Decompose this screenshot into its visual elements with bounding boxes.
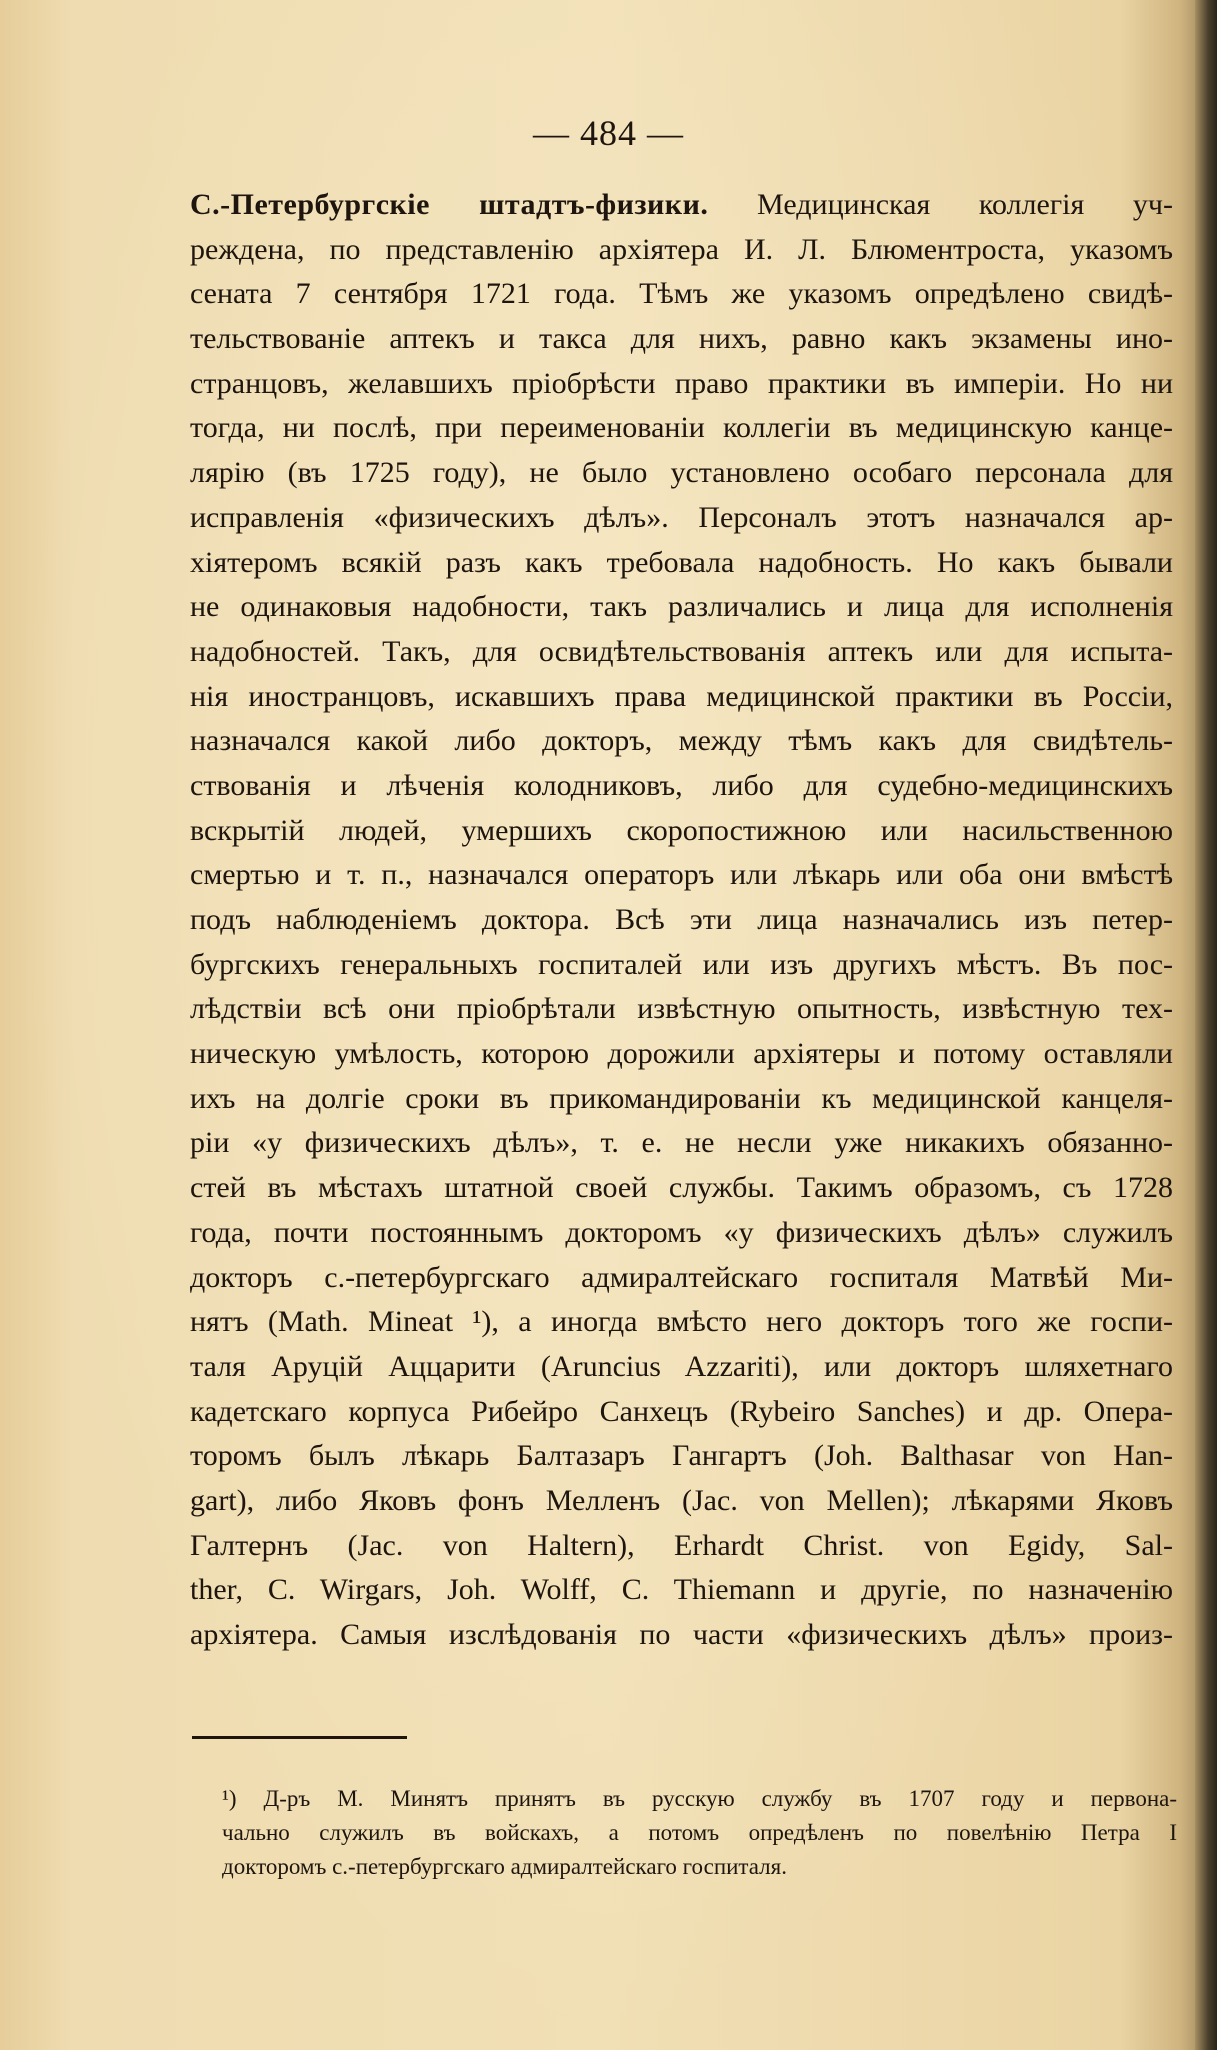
text-line: ствованія и лѣченія колодниковъ, либо для судебно-медицинскихъ: [190, 768, 1173, 802]
text-line: лярію (въ 1725 году), не было установлено особаго персонала для: [190, 456, 1173, 490]
text-line: смертью и т. п., назначался операторъ или лѣкарь или оба они вмѣстѣ: [190, 858, 1173, 892]
text-line: не одинаковыя надобности, такъ различались и лица для исполненія: [190, 590, 1173, 624]
text-line: торомъ былъ лѣкарь Балтазаръ Гангартъ (Joh. Balthasar von Han-: [190, 1439, 1173, 1473]
text-line: тогда, ни послѣ, при переименованіи коллегіи въ медицинскую канце-: [190, 411, 1173, 445]
text-line: ther, C. Wirgars, Joh. Wolff, C. Thiemann и другіе, по назначенію: [190, 1573, 1173, 1607]
main-text: [190, 183, 1173, 1658]
text-line: бургскихъ генеральныхъ госпиталей или изъ другихъ мѣстъ. Въ пос-: [190, 947, 1173, 981]
book-spine-edge: [1195, 0, 1217, 2050]
text-line: сената 7 сентября 1721 года. Тѣмъ же указомъ опредѣлено свидѣ-: [190, 277, 1173, 311]
text-line: назначался какой либо докторъ, между тѣмъ какъ для свидѣтель-: [190, 724, 1173, 758]
text-line: ихъ на долгіе сроки въ прикомандированіи къ медицинской канцеля-: [190, 1081, 1173, 1115]
footnote-line: докторомъ с.-петербургскаго адмиралтейскаго госпиталя.: [222, 1854, 787, 1879]
footnote-line: ¹) Д-ръ М. Минятъ принятъ въ русскую службу въ 1707 году и первона-: [222, 1786, 1177, 1811]
footnote: [222, 1782, 1177, 1884]
text-line: хіятеромъ всякій разъ какъ требовала надобность. Но какъ бывали: [190, 545, 1173, 579]
text-line: ническую умѣлость, которою дорожили архіятеры и потому оставляли: [190, 1037, 1173, 1071]
text-line: С.-Петербургскіе штадтъ-физики. Медицинская коллегія уч-: [190, 188, 1174, 221]
text-line: нятъ (Math. Mineat ¹), а иногда вмѣсто него докторъ того же госпи-: [190, 1305, 1173, 1339]
page-number: — 484 —: [533, 113, 684, 153]
text-line: странцовъ, желавшихъ пріобрѣсти право практики въ имперіи. Но ни: [190, 366, 1173, 400]
text-line: нія иностранцовъ, искавшихъ права медицинской практики въ Россіи,: [190, 679, 1173, 713]
text-line: года, почти постояннымъ докторомъ «у физическихъ дѣлъ» служилъ: [190, 1215, 1173, 1249]
footnote-line: чально служилъ въ войскахъ, а потомъ опредѣленъ по повелѣнію Петра I: [222, 1820, 1177, 1845]
text-line: вскрытій людей, умершихъ скоропостижною или насильственною: [190, 813, 1173, 847]
footnote-divider: [192, 1736, 407, 1739]
text-line: Галтернъ (Jac. von Haltern), Erhardt Christ. von Egidy, Sal-: [190, 1528, 1173, 1562]
text-line: реждена, по представленію архіятера И. Л. Блюментроста, указомъ: [190, 232, 1173, 266]
text-line: ріи «у физическихъ дѣлъ», т. е. не несли уже никакихъ обязанно-: [190, 1126, 1173, 1160]
text-line: надобностей. Такъ, для освидѣтельствованія аптекъ или для испыта-: [190, 634, 1173, 668]
text-line: подъ наблюденіемъ доктора. Всѣ эти лица назначались изъ петер-: [190, 903, 1173, 936]
text-line: докторъ с.-петербургскаго адмиралтейскаго госпиталя Матвѣй Ми-: [190, 1260, 1173, 1294]
text-line: исправленія «физическихъ дѣлъ». Персоналъ этотъ назначался ар-: [190, 500, 1173, 534]
text-line: стей въ мѣстахъ штатной своей службы. Такимъ образомъ, съ 1728: [190, 1171, 1173, 1205]
section-heading: С.-Петербургскіе штадтъ-физики.: [190, 188, 709, 221]
text-line: лѣдствіи всѣ они пріобрѣтали извѣстную опытность, извѣстную тех-: [190, 992, 1173, 1026]
text-line: таля Аруцій Аццарити (Aruncius Azzariti), или докторъ шляхетнаго: [190, 1349, 1173, 1383]
text-line: архіятера. Самыя изслѣдованія по части «физическихъ дѣлъ» произ-: [190, 1618, 1173, 1651]
text-line: gart), либо Яковъ фонъ Мелленъ (Jac. von Mellen); лѣкарями Яковъ: [190, 1483, 1173, 1517]
text-line: кадетскаго корпуса Рибейро Санхецъ (Rybeiro Sanches) и др. Опера-: [190, 1394, 1173, 1428]
text-line: тельствованіе аптекъ и такса для нихъ, равно какъ экзамены ино-: [190, 322, 1173, 356]
